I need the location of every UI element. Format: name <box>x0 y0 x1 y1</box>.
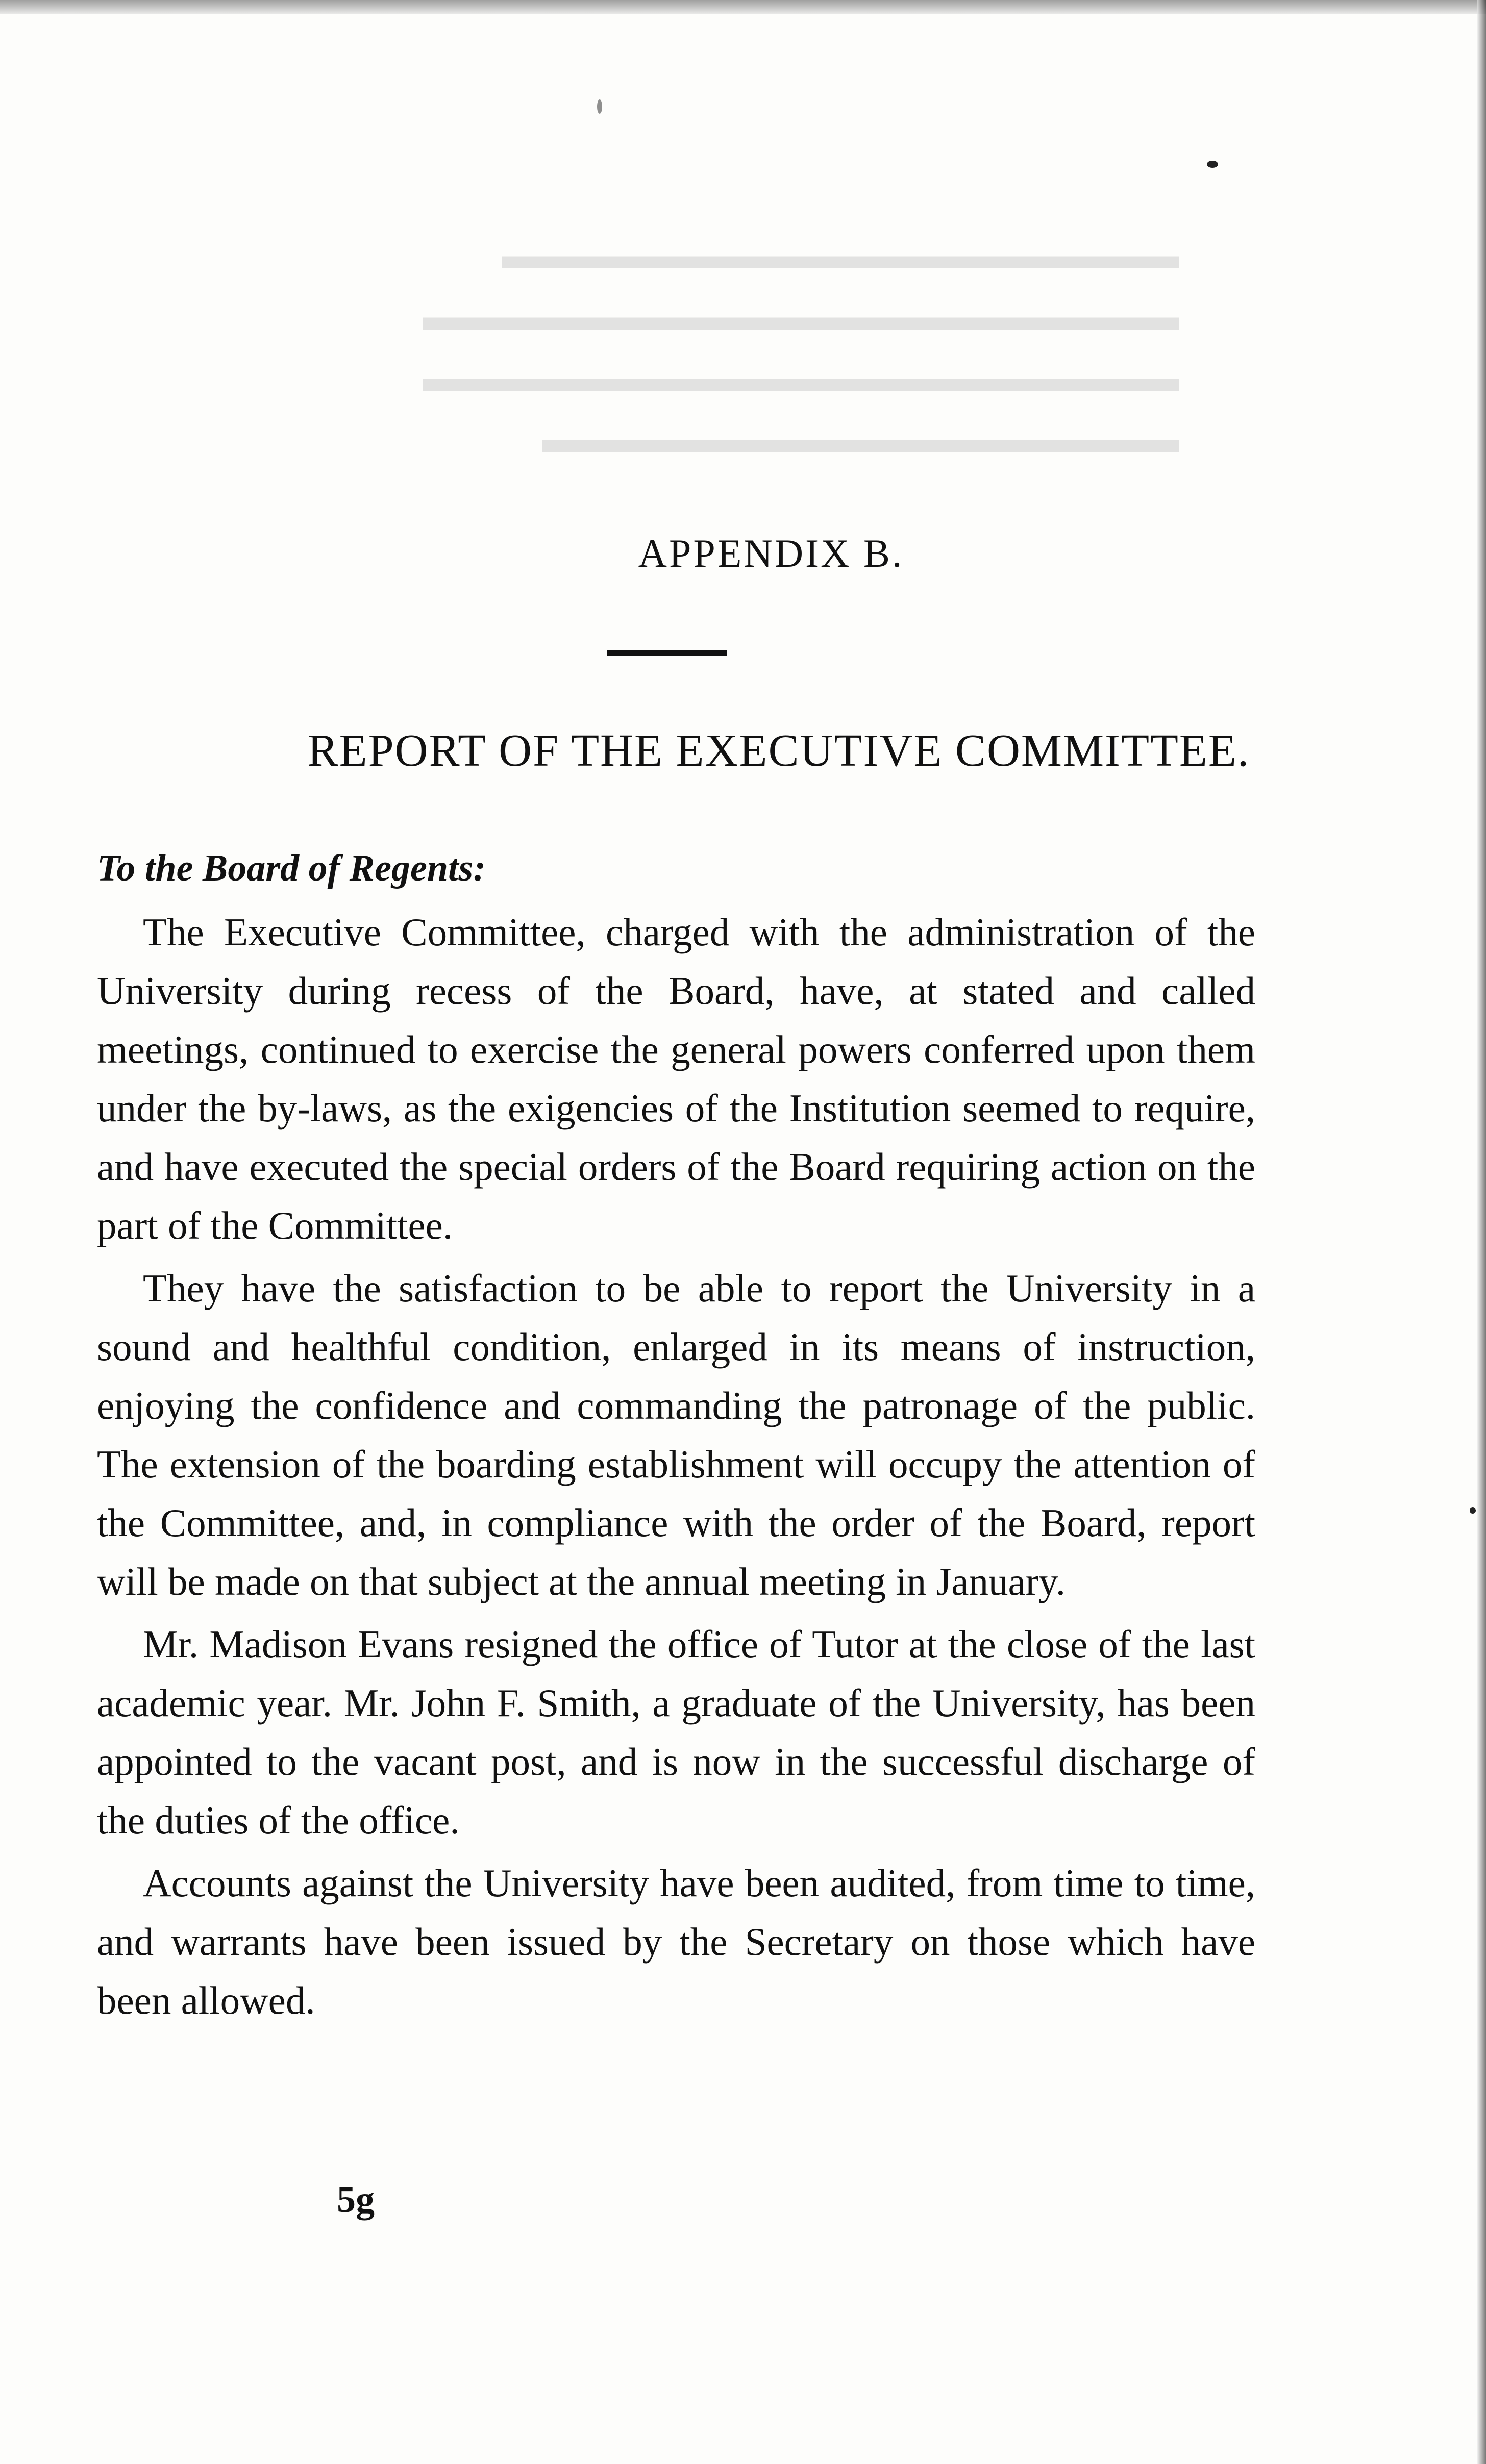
salutation: To the Board of Regents: <box>97 847 486 889</box>
report-body <box>97 903 1255 2034</box>
page-right-edge-shadow <box>1477 0 1486 2464</box>
report-title: REPORT OF THE EXECUTIVE COMMITTEE. <box>307 725 1250 776</box>
paragraph: Accounts against the University have been audited, from time to time, and warrants have been issued by the Secretary on those which have been allowed. <box>97 1861 1255 2022</box>
paragraph: They have the satisfaction to be able to report the University in a sound and healthful condition, enlarged in its means of instruction, enjoying the confidence and commanding the patronage of the public. The extension of the boarding establishment will occupy the attention of the Committee, and, in compliance with the order of the Board, report will be made on that subject at the annual meeting in January. <box>97 1266 1255 1603</box>
signature-mark: 5g <box>337 2179 375 2221</box>
heading-rule <box>607 650 727 656</box>
page-top-edge-shadow <box>0 0 1486 14</box>
appendix-heading: APPENDIX B. <box>638 531 904 575</box>
ink-speck <box>597 99 602 114</box>
ink-speck <box>1470 1507 1476 1514</box>
paragraph: The Executive Committee, charged with the administration of the University during recess of the Board, have, at stated and called meetings, continued to exercise the general powers conferred upon them under the by-laws, as the exigencies of the Institution seemed to require, and have executed the special orders of the Board requiring action on the part of the Committee. <box>97 910 1255 1247</box>
ink-speck <box>1207 161 1218 168</box>
paragraph: Mr. Madison Evans resigned the office of Tutor at the close of the last academic year. Mr. John F. Smith, a graduate of the University, has been appointed to the vacant post, and is now in the successful discharge of the duties of the office. <box>97 1622 1255 1842</box>
bleed-through-texture: ▬▬▬▬▬▬▬▬▬▬▬▬▬▬▬▬▬ ▬▬▬▬▬▬▬▬▬▬▬▬▬▬▬▬▬▬▬ ▬▬▬▬▬▬▬▬▬▬▬▬▬▬▬▬▬▬▬ ▬▬▬▬▬▬▬▬▬▬▬▬▬▬▬▬ <box>423 233 1179 461</box>
